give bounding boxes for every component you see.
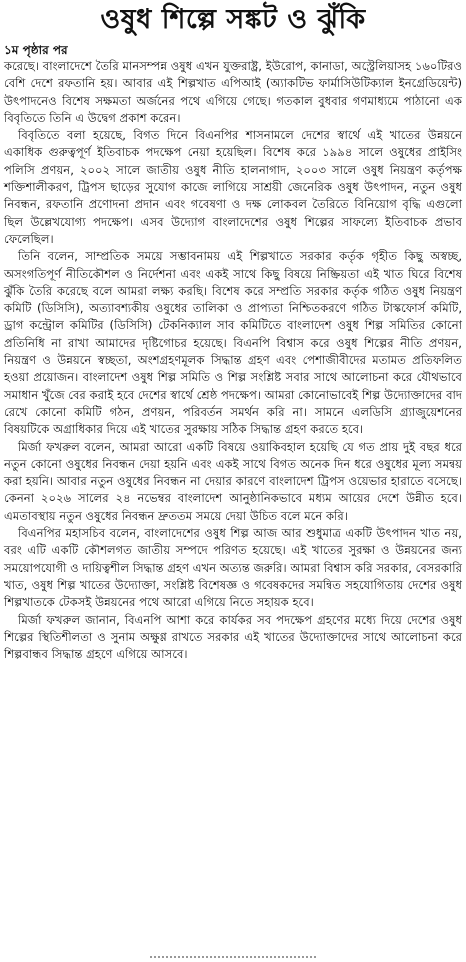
article-paragraph: বিএনপির মহাসচিব বলেন, বাংলাদেশের ওষুধ শিল্প আজ আর শুধুমাত্র একটি উৎপাদন খাত নয়, বরং এটি একটি কৌশলগত জাতীয় সম্পদে পরিণত হয়েছে। এই খাতের সুরক্ষা ও উন্নয়নের জন্য সময়োপযোগী ও দায়িত্বশীল সিদ্ধান্ত গ্রহণ এখন অত্যন্ত জরুরি। আমরা বিশ্বাস করি সরকার, বেসরকারি খাত, ওষুধ শিল্প খাতের উদ্যোক্তা, সংশ্লিষ্ট বিশেষজ্ঞ ও গবেষকদের সমন্বিত সহযোগিতায় দেশের ওষুধ শিল্পখাতকে টেকসই উন্নয়নের পথে আরো এগিয়ে নিতে সহায়ক হবে। xyxy=(4,526,462,610)
continued-from-label: ১ম পৃষ্ঠার পর xyxy=(4,43,68,57)
article-paragraph: তিনি বলেন, সাম্প্রতিক সময়ে সম্ভাবনাময় এই শিল্পখাতে সরকার কর্তৃক গৃহীত কিছু অস্বচ্ছ, অসংগতিপূর্ণ নীতিকৌশল ও নির্দেশনা এবং একই সাথে কিছু বিষয়ে নিষ্ক্রিয়তা এই খাত ঘিরে বিশেষ ঝুঁকি তৈরি করেছে বলে আমরা লক্ষ্য করছি। বিশেষ করে সম্প্রতি সরকার কর্তৃক গঠিত ওষুধ নিয়ন্ত্রণ কমিটি (ডিসিসি), অত্যাবশ্যকীয় ওষুধের তালিকা ও প্রাপ্যতা নিশ্চিতকরণে গঠিত টাস্কফোর্স কমিটি, ড্রাগ কন্ট্রোল কমিটির (ডিসিসি) টেকনিক্যাল সাব কমিটিতে বাংলাদেশ ওষুধ শিল্প সমিতির কোনো প্রতিনিধি না রাখা আমাদের দৃষ্টিগোচর হয়েছে। বিএনপি বিশ্বাস করে ওষুধ শিল্পের নীতি প্রণয়ন, নিয়ন্ত্রণ ও উন্নয়নে স্বচ্ছতা, অংশগ্রহণমূলক সিদ্ধান্ত গ্রহণ এবং পেশাজীবীদের মতামত প্রতিফলিত হওয়া প্রয়োজন। বাংলাদেশ ওষুধ শিল্প সমিতি ও শিল্প সংশ্লিষ্ট সবার সাথে আলোচনা করে যৌথভাবে সমাধান খুঁজে বের করাই হবে দেশের স্বার্থে শ্রেষ্ঠ পদক্ষেপ। আমরা কোনোভাবেই শিল্প উদ্যোক্তাদের বাদ রেখে কোনো কমিটি গঠন, প্রণয়ন, পরিবর্তন সমর্থন করি না। সামনে এলডিসি গ্র্যাজুয়েশনের বিষয়টিকে অগ্রাধিকার দিয়ে এই খাতের সুরক্ষায় সঠিক সিদ্ধান্ত গ্রহণ করতে হবে। xyxy=(4,249,462,437)
article-paragraph: করেছে। বাংলাদেশে তৈরি মানসম্পন্ন ওষুধ এখন যুক্তরাষ্ট্র, ইউরোপ, কানাডা, অস্ট্রেলিয়াসহ ১৬০টিরও বেশি দেশে রফতানি হয়। আবার এই শিল্পখাত এপিআই (অ্যাকটিভ ফার্মাসিউটিক্যাল ইনগ্রেডিয়েন্ট) উৎপাদনেও বিশেষ সক্ষমতা অর্জনের পথে এগিয়ে গেছে। গতকাল বুধবার গণমাধ্যমে পাঠানো এক বিবৃতিতে তিনি এ উদ্বেগ প্রকাশ করেন। xyxy=(4,59,462,125)
article-paragraph: মির্জা ফখরুল জানান, বিএনপি আশা করে কার্যকর সব পদক্ষেপ গ্রহণের মধ্যে দিয়ে দেশের ওষুধ শিল্পের স্থিতিশীলতা ও সুনাম অক্ষুণ্ণ রাখতে সরকার এই খাতের উদ্যোক্তাদের সাথে আলোচনা করে শিল্পবান্ধব সিদ্ধান্ত গ্রহণে এগিয়ে আসবে। xyxy=(4,612,462,662)
headline: ওষুধ শিল্পে সঙ্কট ও ঝুঁকি xyxy=(100,4,366,35)
article-paragraph: মির্জা ফখরুল বলেন, আমরা আরো একটি বিষয়ে ওয়াকিবহাল হয়েছি যে গত প্রায় দুই বছর ধরে নতুন কোনো ওষুধের নিবন্ধন দেয়া হয়নি এবং একই সাথে বিগত অনেক দিন ধরে ওষুধের মূল্য সমন্বয় করা হয়নি। আবার নতুন ওষুধের নিবন্ধন না দেয়ার কারণে বাংলাদেশ ট্রিপস ওয়েভার হারাতে বসেছে। কেননা ২০২৬ সালের ২৪ নভেম্বর বাংলাদেশ আনুষ্ঠানিকভাবে মধ্যম আয়ের দেশে উন্নীত হবে। এমতাবস্থায় নতুন ওষুধের নিবন্ধন দ্রুততম সময়ে দেয়া উচিত বলে মনে করি। xyxy=(4,439,462,523)
cut-line-divider xyxy=(150,956,316,962)
article-paragraph: বিবৃতিতে বলা হয়েছে, বিগত দিনে বিএনপির শাসনামলে দেশের স্বার্থে এই খাতের উন্নয়নে একাধিক গুরুত্বপূর্ণ ইতিবাচক পদক্ষেপ নেয়া হয়েছিল। বিশেষ করে ১৯৯৪ সালে ওষুধের প্রাইসিং পলিসি প্রণয়ন, ২০০২ সালে জাতীয় ওষুধ নীতি হালনাগাদ, ২০০৩ সালে ওষুধ নিয়ন্ত্রণ কর্তৃপক্ষ শক্তিশালীকরণ, ট্রিপস ছাড়ের সুযোগ কাজে লাগিয়ে সাশ্রয়ী জেনেরিক ওষুধ উৎপাদন, নতুন ওষুধ নিবন্ধন, রফতানি প্রণোদনা প্রদান এবং গবেষণা ও দক্ষ লোকবল তৈরিতে বিনিয়োগ বৃদ্ধি এগুলো ছিল উল্লেখযোগ্য পদক্ষেপ। এসব উদ্যোগ বাংলাদেশের ওষুধ শিল্পের সাফল্যে ইতিবাচক প্রভাব ফেলেছিল। xyxy=(4,128,462,246)
article-body xyxy=(4,58,462,663)
